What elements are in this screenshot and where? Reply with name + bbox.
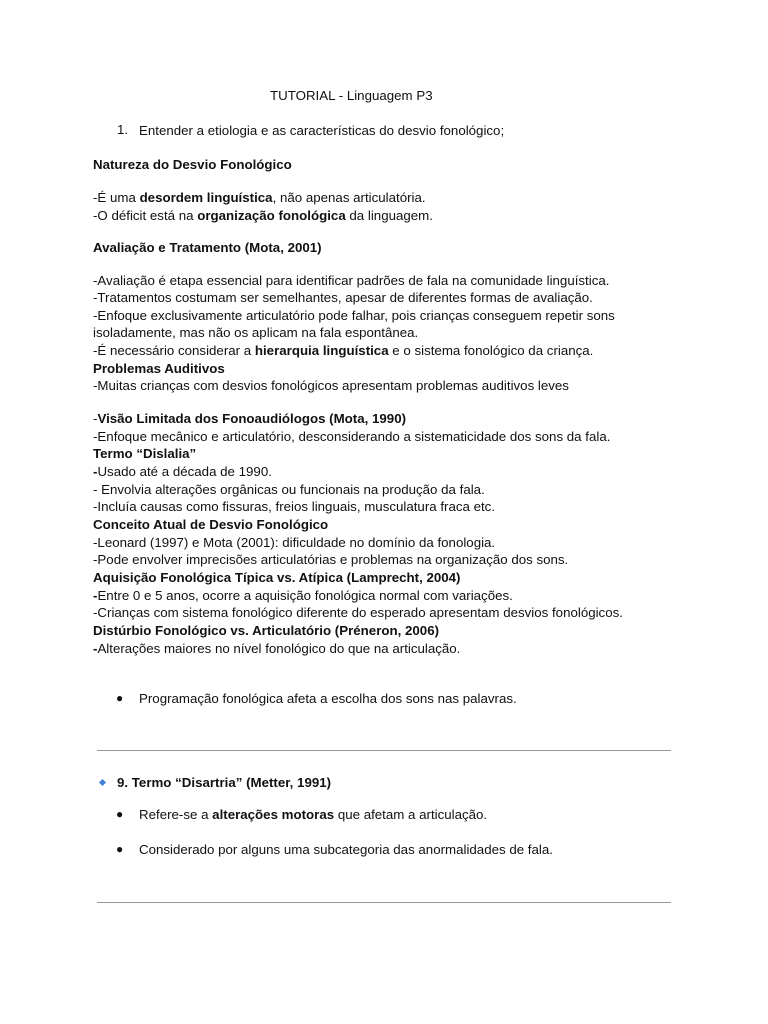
paragraph-line: -Alterações maiores no nível fonológico do que na articulação. [93, 641, 461, 656]
section-heading-disturbio: Distúrbio Fonológico vs. Articulatório (Préneron, 2006) [93, 623, 440, 638]
paragraph-line: -Incluía causas como fissuras, freios linguais, musculatura fraca etc. [93, 499, 496, 514]
paragraph-line: -Avaliação é etapa essencial para identificar padrões de fala na comunidade linguística. [93, 273, 610, 288]
section-heading-dislalia: Termo “Dislalia” [93, 446, 197, 461]
bullet-item-text: Refere-se a alterações motoras que afetam a articulação. [139, 807, 488, 822]
paragraph-line: -Entre 0 e 5 anos, ocorre a aquisição fonológica normal com variações. [93, 588, 513, 603]
list-number: 1. [117, 122, 129, 137]
paragraph-line: - Envolvia alterações orgânicas ou funcionais na produção da fala. [93, 482, 485, 497]
bullet-marker: ● [116, 807, 124, 821]
section-heading-natureza: Natureza do Desvio Fonológico [93, 157, 292, 172]
bullet-marker: ● [116, 842, 124, 856]
document-title: TUTORIAL - Linguagem P3 [270, 88, 433, 103]
paragraph-line: -Leonard (1997) e Mota (2001): dificuldade no domínio da fonologia. [93, 535, 496, 550]
paragraph-line: -É necessário considerar a hierarquia linguística e o sistema fonológico da criança. [93, 343, 594, 358]
paragraph-line: -Muitas crianças com desvios fonológicos apresentam problemas auditivos leves [93, 378, 569, 393]
paragraph-line: -Tratamentos costumam ser semelhantes, apesar de diferentes formas de avaliação. [93, 290, 593, 305]
paragraph-line: isoladamente, mas não os aplicam na fala espontânea. [93, 325, 419, 340]
horizontal-rule [97, 902, 671, 903]
section-heading-conceito: Conceito Atual de Desvio Fonológico [93, 517, 329, 532]
paragraph-line: -É uma desordem linguística, não apenas articulatória. [93, 190, 426, 205]
paragraph-line: -Usado até a década de 1990. [93, 464, 272, 479]
section-heading-avaliacao: Avaliação e Tratamento (Mota, 2001) [93, 240, 322, 255]
section-heading-visao: -Visão Limitada dos Fonoaudiólogos (Mota, 1990) [93, 411, 407, 426]
paragraph-line: -O déficit está na organização fonológica da linguagem. [93, 208, 433, 223]
section-heading-auditivos: Problemas Auditivos [93, 361, 225, 376]
paragraph-line: -Pode envolver imprecisões articulatórias e problemas na organização dos sons. [93, 552, 569, 567]
bullet-item-text: Programação fonológica afeta a escolha dos sons nas palavras. [139, 691, 517, 706]
diamond-bullet-icon [99, 779, 106, 786]
paragraph-line: -Crianças com sistema fonológico diferente do esperado apresentam desvios fonológicos. [93, 605, 623, 620]
section-heading-aquisicao: Aquisição Fonológica Típica vs. Atípica (Lamprecht, 2004) [93, 570, 461, 585]
list-item-text: Entender a etiologia e as características do desvio fonológico; [139, 123, 505, 138]
bullet-marker: ● [116, 691, 124, 705]
paragraph-line: -Enfoque mecânico e articulatório, desconsiderando a sistematicidade dos sons da fala. [93, 429, 611, 444]
section-heading-disartria: 9. Termo “Disartria” (Metter, 1991) [117, 775, 332, 790]
paragraph-line: -Enfoque exclusivamente articulatório pode falhar, pois crianças conseguem repetir sons [93, 308, 615, 323]
bullet-item-text: Considerado por alguns uma subcategoria das anormalidades de fala. [139, 842, 553, 857]
horizontal-rule [97, 750, 671, 751]
